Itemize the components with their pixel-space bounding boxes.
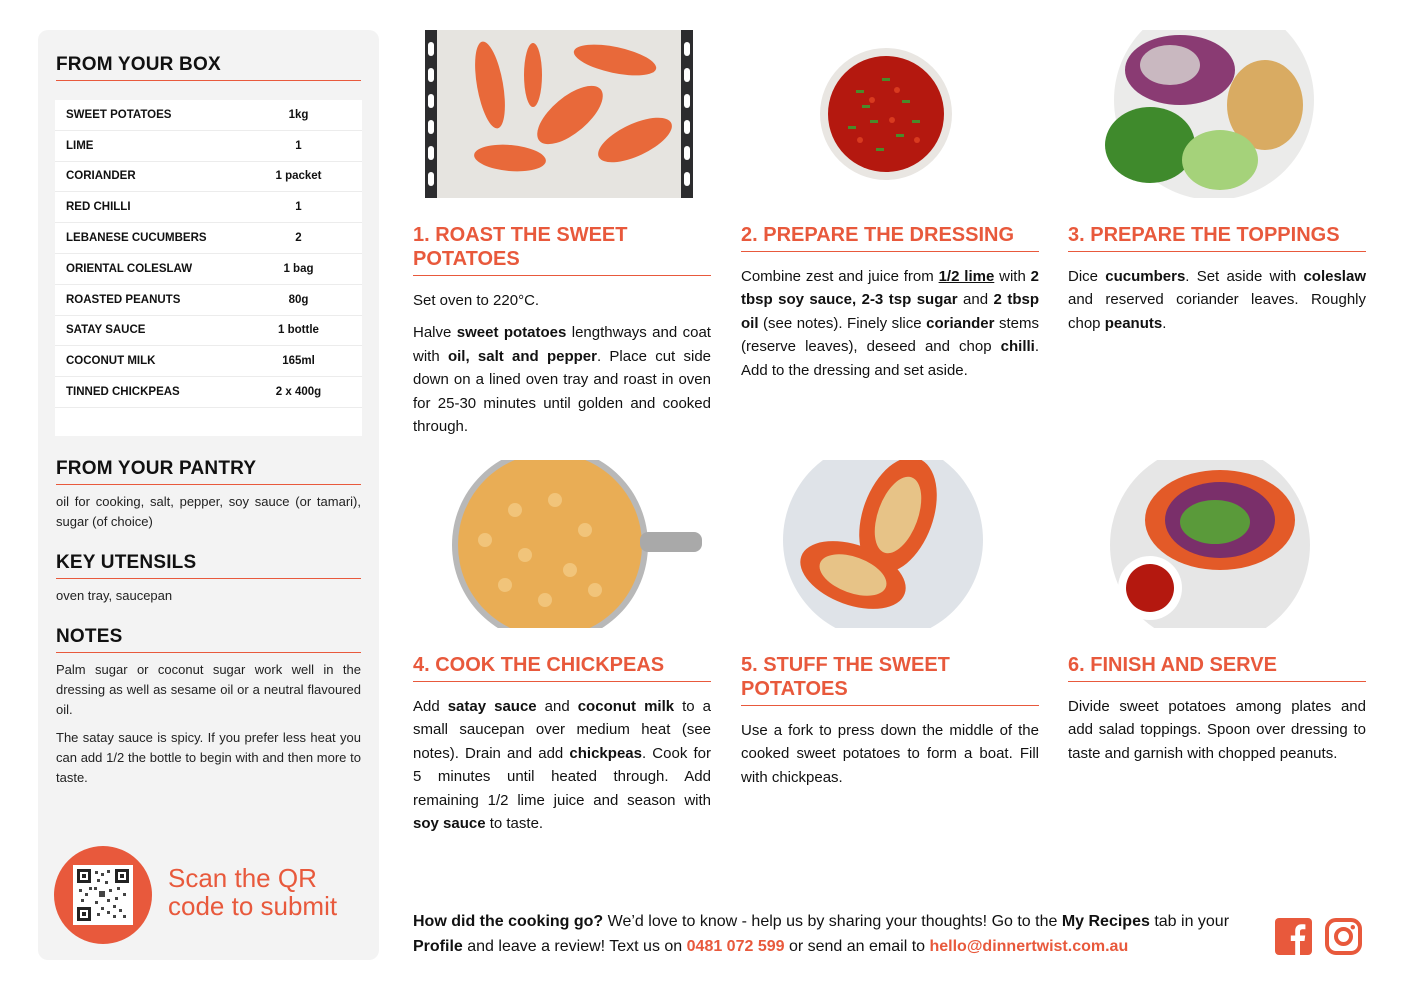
ingredient-row bbox=[55, 162, 362, 193]
ingredient-name: SATAY SAUCE bbox=[66, 324, 146, 337]
from-your-box-title: FROM YOUR BOX bbox=[56, 54, 361, 81]
step-1-para-2: Halve sweet potatoes lengthways and coat with oil, salt and pepper. Place cut side down on a lined oven tray and roast in oven for 25-30 minutes until golden and cooked through. bbox=[413, 324, 712, 436]
step-1-image bbox=[425, 30, 695, 198]
step-3-body: Dice cucumbers. Set aside with coleslaw and reserved coriander leaves. Roughly chop peanuts. bbox=[1068, 268, 1366, 332]
email-link[interactable]: hello@dinnertwist.com.au bbox=[929, 938, 1129, 955]
facebook-icon[interactable] bbox=[1275, 918, 1312, 955]
ingredient-name: ROASTED PEANUTS bbox=[66, 293, 181, 306]
step-6-title: 6. FINISH AND SERVE bbox=[1068, 653, 1366, 682]
ingredient-quantity: 1 bbox=[295, 139, 302, 152]
step-2-image bbox=[752, 30, 1022, 198]
ingredient-quantity: 1kg bbox=[288, 108, 309, 121]
step-4-image bbox=[445, 460, 715, 628]
ingredient-row bbox=[55, 316, 362, 347]
ingredient-row bbox=[55, 223, 362, 254]
step-5-image bbox=[768, 460, 1038, 628]
ingredient-name: LEBANESE CUCUMBERS bbox=[66, 232, 207, 245]
ingredient-quantity: 165ml bbox=[282, 355, 315, 368]
step-3-image bbox=[1080, 30, 1350, 198]
step-4 bbox=[413, 653, 711, 835]
instagram-icon[interactable] bbox=[1325, 918, 1362, 955]
ingredient-row bbox=[55, 192, 362, 223]
ingredient-row bbox=[55, 285, 362, 316]
pantry-text: oil for cooking, salt, pepper, soy sauce (or tamari), sugar (of choice) bbox=[56, 494, 361, 529]
qr-line-1: Scan the QR bbox=[168, 863, 317, 893]
ingredient-quantity: 1 packet bbox=[275, 170, 322, 183]
notes-paragraph-1: Palm sugar or coconut sugar work well in the dressing as well as sesame oil or a neutral flavoured oil. bbox=[56, 662, 361, 717]
qr-code-badge[interactable] bbox=[54, 846, 152, 944]
ingredient-name: SWEET POTATOES bbox=[66, 108, 172, 121]
step-1 bbox=[413, 223, 711, 438]
step-5-title: 5. STUFF THE SWEET POTATOES bbox=[741, 653, 1039, 706]
ingredient-row bbox=[55, 254, 362, 285]
step-3-title: 3. PREPARE THE TOPPINGS bbox=[1068, 223, 1366, 252]
ingredient-quantity: 2 x 400g bbox=[275, 386, 322, 399]
step-4-title: 4. COOK THE CHICKPEAS bbox=[413, 653, 711, 682]
ingredient-table bbox=[55, 100, 362, 436]
step-6-body: Divide sweet potatoes among plates and add salad toppings. Spoon over dressing to taste and garnish with chopped peanuts. bbox=[1068, 698, 1366, 762]
step-2-body: Combine zest and juice from 1/2 lime with 2 tbsp soy sauce, 2-3 tsp sugar and 2 tbsp oil (see notes). Finely slice coriander stems (reserve leaves), deseed and chop chilli. Add to the dressing and set aside. bbox=[741, 268, 1039, 379]
ingredient-quantity: 1 bbox=[295, 201, 302, 214]
key-utensils-title: KEY UTENSILS bbox=[56, 552, 361, 579]
step-1-body bbox=[413, 289, 711, 438]
sidebar bbox=[38, 30, 379, 960]
ingredient-name: LIME bbox=[66, 139, 94, 152]
step-6 bbox=[1068, 653, 1366, 765]
ingredient-quantity: 80g bbox=[288, 293, 309, 306]
ingredient-name: RED CHILLI bbox=[66, 201, 131, 214]
ingredient-row bbox=[55, 377, 362, 408]
qr-code-icon bbox=[73, 865, 133, 925]
step-5 bbox=[741, 653, 1039, 789]
ingredient-quantity: 1 bottle bbox=[278, 324, 319, 337]
ingredient-name: TINNED CHICKPEAS bbox=[66, 386, 180, 399]
utensils-text: oven tray, saucepan bbox=[56, 588, 173, 603]
qr-line-2: code to submit bbox=[168, 891, 338, 921]
step-1-para-1: Set oven to 220°C. bbox=[413, 292, 540, 309]
notes-title: NOTES bbox=[56, 626, 361, 653]
phone-link[interactable]: 0481 072 599 bbox=[686, 938, 785, 955]
feedback-footer: How did the cooking go? We’d love to know - help us by sharing your thoughts! Go to the My Recipes tab in your Profile and leave a review! Text us on 0481 072 599 or send an email to hello@dinnertwist.com.au bbox=[413, 913, 1230, 955]
ingredient-quantity: 2 bbox=[295, 232, 302, 245]
ingredient-row bbox=[55, 131, 362, 162]
ingredient-row bbox=[55, 100, 362, 131]
ingredient-name: CORIANDER bbox=[66, 170, 136, 183]
step-5-body: Use a fork to press down the middle of the cooked sweet potatoes to form a boat. Fill with chickpeas. bbox=[741, 722, 1039, 786]
ingredient-name: COCONUT MILK bbox=[66, 355, 156, 368]
step-6-image bbox=[1090, 460, 1360, 628]
step-2-title: 2. PREPARE THE DRESSING bbox=[741, 223, 1039, 252]
ingredient-quantity: 1 bag bbox=[283, 262, 314, 275]
from-your-pantry-title: FROM YOUR PANTRY bbox=[56, 458, 361, 485]
qr-instruction bbox=[168, 864, 337, 920]
ingredient-row bbox=[55, 346, 362, 377]
step-3 bbox=[1068, 223, 1366, 335]
ingredient-name: ORIENTAL COLESLAW bbox=[66, 262, 193, 275]
notes-paragraph-2: The satay sauce is spicy. If you prefer less heat you can add 1/2 the bottle to begin with and then more to taste. bbox=[56, 730, 361, 785]
step-4-body: Add satay sauce and coconut milk to a small saucepan over medium heat (see notes). Drain and add chickpeas. Cook for 5 minutes until heated through. Add remaining 1/2 lime juice and season with soy sauce to taste. bbox=[413, 698, 711, 833]
step-2 bbox=[741, 223, 1039, 382]
step-1-title: 1. ROAST THE SWEET POTATOES bbox=[413, 223, 711, 276]
